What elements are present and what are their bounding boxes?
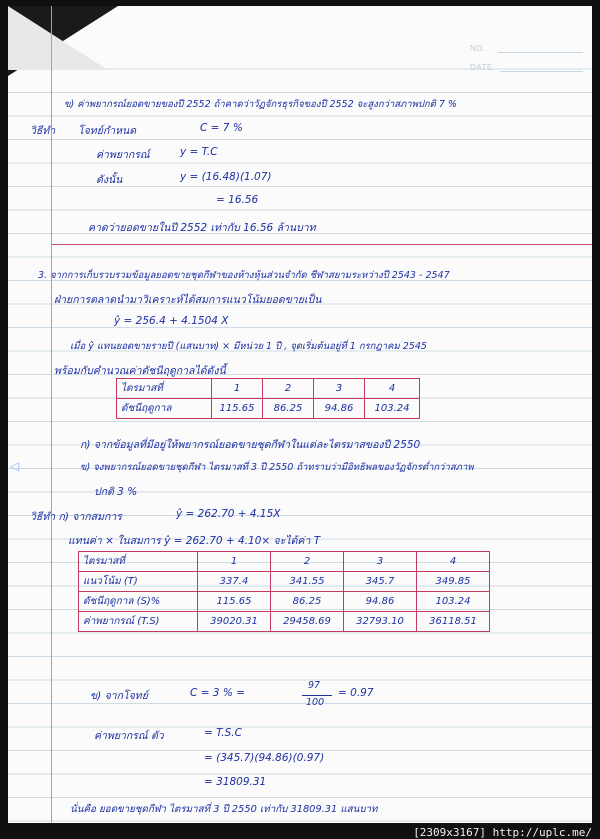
table-header-row bbox=[79, 552, 490, 572]
table-cell: 345.7 bbox=[344, 572, 417, 592]
page-fold bbox=[8, 6, 108, 70]
notebook-page bbox=[8, 6, 592, 823]
table-cell: 86.25 bbox=[263, 399, 314, 419]
solution-forecast-label: ค่าพยากรณ์ ตัว bbox=[94, 730, 164, 742]
solution-a-label: วิธีทำ ก) จากสมการ bbox=[30, 511, 122, 523]
solution-b-equation: C = 3 % = bbox=[190, 687, 245, 699]
method-label: วิธีทำ bbox=[30, 125, 56, 137]
table-cell: 103.24 bbox=[365, 399, 420, 419]
table-cell: 94.86 bbox=[344, 592, 417, 612]
table-cell: 103.24 bbox=[417, 592, 490, 612]
solution-forecast-equation: = T.S.C bbox=[204, 727, 242, 739]
table-cell: 2 bbox=[271, 552, 344, 572]
table-cell: 341.55 bbox=[271, 572, 344, 592]
table-header-row bbox=[117, 379, 420, 399]
table-cell: 115.65 bbox=[198, 592, 271, 612]
given-equation: C = 7 % bbox=[200, 122, 243, 134]
table-cell: 94.86 bbox=[314, 399, 365, 419]
table-cell: 1 bbox=[198, 552, 271, 572]
conclusion-b-top: คาดว่ายอดขายในปี 2552 เท่ากับ 16.56 ล้านบาท bbox=[88, 222, 316, 234]
table-row bbox=[117, 399, 420, 419]
fraction-bar bbox=[302, 695, 332, 696]
q3-line4: พร้อมกับคำนวณค่าดัชนีฤดูกาลได้ดังนี้ bbox=[54, 365, 226, 377]
table-cell: 39020.31 bbox=[198, 612, 271, 632]
calculation-line2: = 31809.31 bbox=[204, 776, 267, 788]
forecast-label: ค่าพยากรณ์ bbox=[96, 149, 150, 161]
fraction-denominator: 100 bbox=[306, 697, 325, 708]
table-cell: ดัชนีฤดูกาล (S)% bbox=[79, 592, 198, 612]
substitution-line: แทนค่า × ในสมการ ŷ = 262.70 + 4.10× จะได้ค่า T bbox=[68, 535, 321, 547]
section-divider bbox=[52, 244, 592, 245]
table-cell: 1 bbox=[212, 379, 263, 399]
result-equation: = 16.56 bbox=[216, 194, 259, 206]
table-cell: ไตรมาสที่ bbox=[79, 552, 198, 572]
q3-equation: ŷ = 256.4 + 4.1504 X bbox=[114, 315, 229, 327]
triangle-marker-icon: ◁ bbox=[10, 459, 20, 473]
table-cell: 4 bbox=[417, 552, 490, 572]
table-cell: แนวโน้ม (T) bbox=[79, 572, 198, 592]
table-cell: 36118.51 bbox=[417, 612, 490, 632]
q3-sub-b-line2: ปกติ 3 % bbox=[94, 486, 138, 498]
table-cell: 2 bbox=[263, 379, 314, 399]
fraction-numerator: 97 bbox=[308, 680, 321, 691]
therefore-equation: y = (16.48)(1.07) bbox=[180, 171, 272, 183]
table-row bbox=[79, 592, 490, 612]
table-cell: 3 bbox=[344, 552, 417, 572]
no-line bbox=[498, 52, 583, 53]
table-cell: ดัชนีฤดูกาล bbox=[117, 399, 212, 419]
calculation-line1: = (345.7)(94.86)(0.97) bbox=[204, 752, 325, 764]
forecast-equation: y = T.C bbox=[180, 146, 218, 158]
given-label: โจทย์กำหนด bbox=[78, 125, 137, 137]
question-b-top: ข) ค่าพยากรณ์ยอดขายของปี 2552 ถ้าคาดว่าวัฏจักรธุรกิจของปี 2552 จะสูงกว่าสภาพปกติ 7 % bbox=[64, 99, 457, 110]
q3-line3: เมื่อ ŷ แทนยอดขายรายปี (แสนบาท) × มีหน่วย 1 ปี , จุดเริ่มต้นอยู่ที่ 1 กรกฎาคม 2545 bbox=[70, 341, 427, 352]
solution-a-equation: ŷ = 262.70 + 4.15X bbox=[176, 508, 281, 520]
final-conclusion: นั่นคือ ยอดขายชุดกีฬา ไตรมาสที่ 3 ปี 2550 เท่ากับ 31809.31 แสนบาท bbox=[70, 804, 378, 815]
seasonal-index-table bbox=[116, 378, 420, 419]
table-cell: 337.4 bbox=[198, 572, 271, 592]
table-cell: 29458.69 bbox=[271, 612, 344, 632]
date-label: DATE bbox=[470, 63, 493, 72]
q3-sub-a: ก) จากข้อมูลที่มีอยู่ให้พยากรณ์ยอดขายชุดกีฬาในแต่ละไตรมาสของปี 2550 bbox=[80, 439, 421, 451]
no-label: NO. bbox=[470, 44, 486, 53]
q3-sub-b-line1: ข) จงพยากรณ์ยอดขายชุดกีฬา ไตรมาสที่ 3 ปี 2550 ถ้าทราบว่ามีอิทธิพลของวัฏจักรต่ำกว่าสภาพ bbox=[80, 462, 474, 473]
q3-line2: ฝ่ายการตลาดนำมาวิเคราะห์ได้สมการแนวโน้มยอดขายเป็น bbox=[54, 294, 322, 306]
image-caption: [2309x3167] http://uplc.me/ bbox=[413, 826, 592, 839]
table-cell: ไตรมาสที่ bbox=[117, 379, 212, 399]
table-cell: ค่าพยากรณ์ (T.S) bbox=[79, 612, 198, 632]
table-cell: 115.65 bbox=[212, 399, 263, 419]
table-cell: 4 bbox=[365, 379, 420, 399]
table-cell: 32793.10 bbox=[344, 612, 417, 632]
table-row bbox=[79, 612, 490, 632]
table-row bbox=[79, 572, 490, 592]
therefore-label: ดังนั้น bbox=[96, 174, 123, 186]
table-cell: 3 bbox=[314, 379, 365, 399]
table-cell: 86.25 bbox=[271, 592, 344, 612]
date-line bbox=[500, 71, 583, 72]
forecast-table bbox=[78, 551, 490, 632]
fraction-result: = 0.97 bbox=[338, 687, 374, 699]
table-cell: 349.85 bbox=[417, 572, 490, 592]
q3-line1: 3. จากการเก็บรวบรวมข้อมูลยอดขายชุดกีฬาของห้างหุ้นส่วนจำกัด ชีฬาสยามระหว่างปี 2543 - 2547 bbox=[38, 270, 450, 281]
solution-b-label: ข) จากโจทย์ bbox=[90, 690, 148, 702]
